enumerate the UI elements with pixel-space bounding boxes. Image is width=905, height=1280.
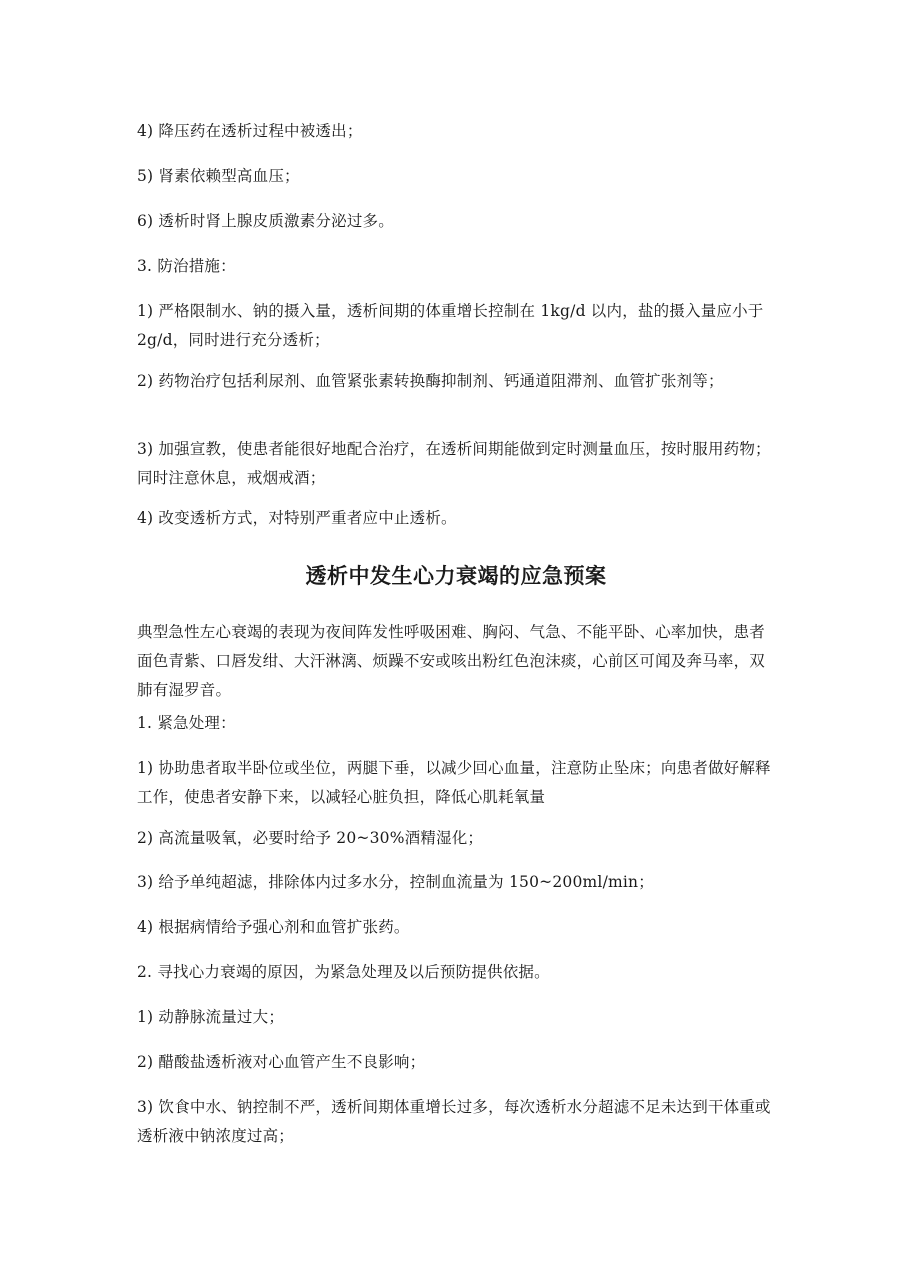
paragraph: 典型急性左心衰竭的表现为夜间阵发性呼吸困难、胸闷、气急、不能平卧、心率加快，患者面色青紫、口唇发绀、大汗淋漓、烦躁不安或咳出粉红色泡沫痰，心前区可闻及奔马率，双肺有湿罗音。 xyxy=(137,623,766,699)
paragraph: 1) 动静脉流量过大； xyxy=(137,1008,285,1026)
paragraph: 3) 饮食中水、钠控制不严，透析间期体重增长过多，每次透析水分超滤不足未达到干体重或透析液中钠浓度过高； xyxy=(137,1098,771,1145)
paragraph: 2) 药物治疗包括利尿剂、血管紧张素转换酶抑制剂、钙通道阻滞剂、血管扩张剂等； xyxy=(137,372,724,390)
paragraph: 4) 降压药在透析过程中被透出； xyxy=(137,122,363,140)
paragraph: 1) 严格限制水、钠的摄入量，透析间期的体重增长控制在 1kg/d 以内，盐的摄入量应小于 2g/d，同时进行充分透析； xyxy=(137,302,764,349)
section-heading: 透析中发生心力衰竭的应急预案 xyxy=(305,564,607,588)
paragraph: 4) 根据病情给予强心剂和血管扩张药。 xyxy=(137,918,410,936)
paragraph: 2) 高流量吸氧，必要时给予 20~30%酒精湿化； xyxy=(137,829,484,847)
paragraph: 4) 改变透析方式，对特别严重者应中止透析。 xyxy=(137,509,457,527)
paragraph: 2. 寻找心力衰竭的原因，为紧急处理及以后预防提供依据。 xyxy=(137,963,550,981)
paragraph: 1. 紧急处理： xyxy=(137,714,236,732)
paragraph: 6) 透析时肾上腺皮质激素分泌过多。 xyxy=(137,212,394,230)
paragraph: 1) 协助患者取半卧位或坐位，两腿下垂，以减少回心血量，注意防止坠床；向患者做好解释工作，使患者安静下来，以减轻心脏负担，降低心肌耗氧量 xyxy=(137,759,771,806)
paragraph: 5) 肾素依赖型高血压； xyxy=(137,167,300,185)
paragraph: 3. 防治措施： xyxy=(137,257,236,275)
paragraph: 3) 加强宣教，使患者能很好地配合治疗，在透析间期能做到定时测量血压，按时服用药物；同时注意休息，戒烟戒酒； xyxy=(137,440,771,487)
paragraph: 3) 给予单纯超滤，排除体内过多水分，控制血流量为 150~200ml/min； xyxy=(137,873,654,891)
paragraph: 2) 醋酸盐透析液对心血管产生不良影响； xyxy=(137,1053,426,1071)
